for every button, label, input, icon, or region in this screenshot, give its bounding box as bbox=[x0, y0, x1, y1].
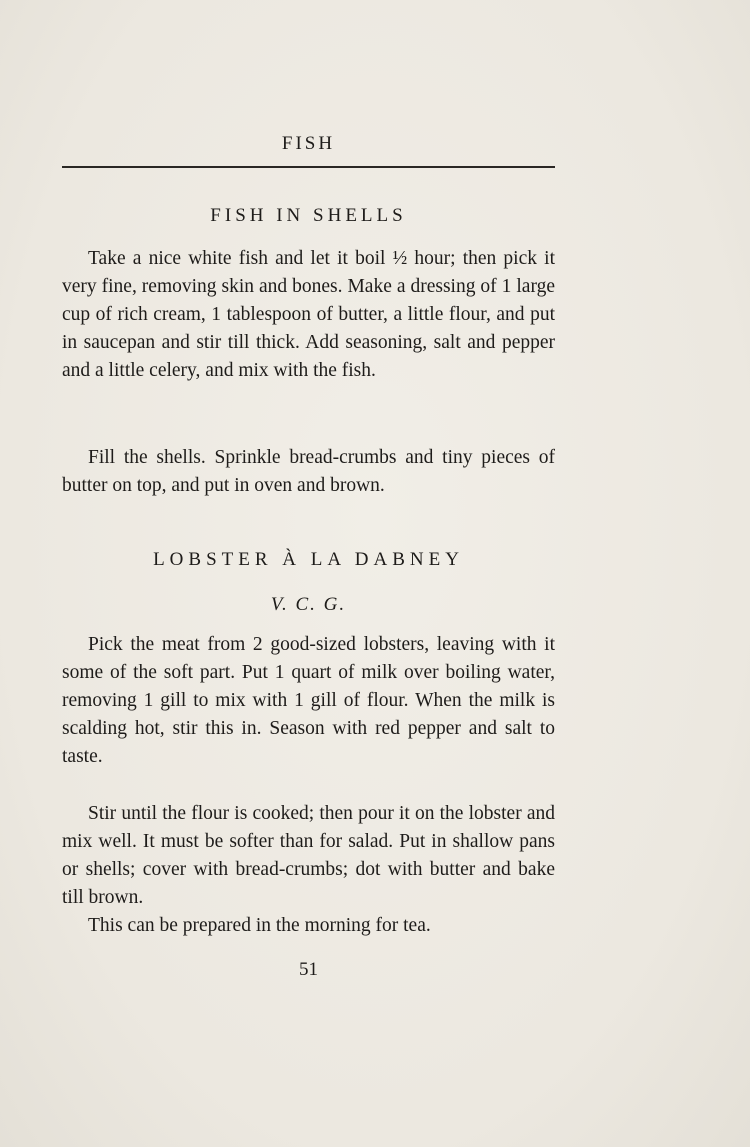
running-head: FISH bbox=[281, 133, 336, 154]
recipe-paragraph: Fill the shells. Sprinkle bread-crumbs and tiny pieces of butter on top, and put in oven and brown. bbox=[62, 447, 555, 496]
recipe-paragraph: This can be prepared in the morning for tea. bbox=[88, 915, 431, 936]
recipe-title-lobster-a-la-dabney: LOBSTER À LA DABNEY bbox=[153, 549, 464, 570]
recipe-paragraph: Take a nice white fish and let it boil ½ hour; then pick it very fine, removing skin and bones. Make a dressing of 1 large cup of rich cream, 1 tablespoon of butter, a little flour, and put in saucepan and stir till thick. Add seasoning, salt and pepper and a little celery, and mix with the fish. bbox=[62, 248, 555, 381]
recipe-paragraph: Stir until the flour is cooked; then pour it on the lobster and mix well. It must be softer than for salad. Put in shallow pans or shells; cover with bread-crumbs; dot with butter and bake till brown. bbox=[62, 803, 555, 908]
recipe-title-fish-in-shells: FISH IN SHELLS bbox=[210, 205, 407, 226]
header-rule bbox=[62, 166, 555, 168]
recipe-paragraph: Pick the meat from 2 good-sized lobsters, leaving with it some of the soft part. Put 1 quart of milk over boiling water, removing 1 gill to mix with 1 gill of flour. When the milk is scalding hot, stir this in. Season with red pepper and salt to taste. bbox=[62, 634, 555, 767]
recipe-author: V. C. G. bbox=[270, 594, 347, 615]
page-number: 51 bbox=[299, 959, 318, 980]
